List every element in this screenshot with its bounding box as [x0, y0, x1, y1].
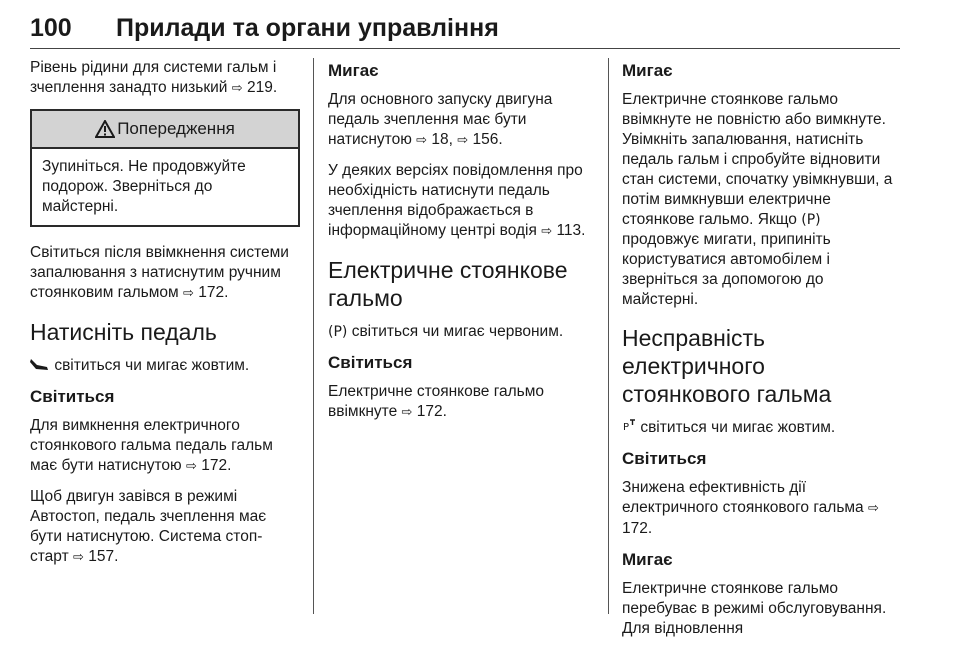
column-2 — [328, 58, 598, 433]
page-ref: 113. — [556, 222, 586, 239]
svg-text:P: P — [623, 422, 630, 433]
subsection-heading: Мигає — [328, 61, 379, 80]
page-ref-icon: ⇨ — [868, 501, 879, 516]
subsection-heading: Мигає — [622, 61, 673, 80]
page-ref-icon: ⇨ — [457, 133, 469, 148]
paragraph: (P) світиться чи мигає червоним. — [328, 323, 564, 340]
column-divider — [313, 58, 314, 614]
page-ref: 157. — [88, 548, 119, 565]
subsection-heading: Світиться — [328, 353, 413, 372]
page-ref: 172. — [201, 457, 232, 474]
page-ref: 172. — [198, 284, 229, 301]
paragraph: У деяких версіях повідомлення про необхідність натиснути педаль зчеплення відображається в інформаційному центрі водія ⇨ 113. — [328, 162, 586, 239]
page-ref-icon: ⇨ — [185, 459, 197, 474]
column-1 — [30, 58, 300, 578]
page-ref-icon: ⇨ — [73, 550, 84, 565]
section-heading: Електричне стоянкове гальмо — [328, 257, 568, 311]
paragraph: Рівень рідини для системи гальм і зчеплення занадто низький ⇨ 219. — [30, 59, 278, 96]
column-3 — [622, 58, 894, 649]
page-ref: 172. — [622, 520, 653, 537]
parking-brake-icon: (P) — [801, 212, 821, 228]
page-ref: 18, — [431, 131, 453, 148]
page-number: 100 — [30, 14, 72, 42]
parking-brake-icon: (P) — [328, 324, 348, 340]
warning-body: Зупиніться. Не продовжуйте подорож. Зверніться до майстерні. — [42, 158, 246, 215]
page-ref-icon: ⇨ — [416, 133, 428, 148]
page-title: Прилади та органи управління — [116, 14, 499, 42]
page-ref-icon: ⇨ — [541, 224, 553, 239]
page-ref-icon: ⇨ — [231, 81, 243, 96]
subsection-heading: Світиться — [622, 449, 707, 468]
page-ref-icon: ⇨ — [182, 286, 194, 301]
paragraph: Знижена ефективність дії електричного стоянкового гальма ⇨ 172. — [622, 479, 879, 537]
paragraph: світиться чи мигає жовтим. — [30, 356, 300, 376]
warning-header — [32, 111, 298, 149]
paragraph: P світиться чи мигає жовтим. — [623, 419, 836, 436]
header-divider — [30, 48, 900, 49]
subsection-heading: Мигає — [622, 550, 673, 569]
paragraph: Електричне стоянкове гальмо перебуває в режимі обслуговування. Для відновлення — [622, 580, 887, 637]
subsection-heading: Світиться — [30, 387, 115, 406]
paragraph: Електричне стоянкове гальмо ввімкнуте ⇨ 172. — [328, 383, 545, 420]
section-heading: Натисніть педаль — [30, 319, 217, 345]
paragraph: Електричне стоянкове гальмо ввімкнуте не повністю або вимкнуте. Увімкніть запалювання, натисніть педаль гальм і спробуйте відновити стан системи, спочатку увімкнувши, а потім вимкнувши електричне стоянкове гальмо. Якщо (P) продовжує мигати, припиніть користуватися автомобілем і зверніться за допомогою до майстерні. — [622, 91, 893, 308]
paragraph: Для основного запуску двигуна педаль зчеплення має бути натиснутою ⇨ 18, ⇨ 156. — [328, 91, 553, 148]
warning-box — [30, 109, 300, 227]
wrench-p-icon — [622, 419, 636, 433]
warning-title: Попередження — [117, 119, 235, 138]
paragraph: Щоб двигун завівся в режимі Автостоп, педаль зчеплення має бути натиснутою. Система стоп-старт ⇨ 157. — [30, 488, 267, 565]
section-heading: Несправність електричного стоянкового гальма — [622, 325, 832, 407]
page-ref-icon: ⇨ — [401, 405, 413, 420]
page-ref: 156. — [472, 131, 503, 148]
page-ref: 172. — [416, 403, 447, 420]
foot-pedal-icon — [30, 357, 50, 371]
column-divider — [608, 58, 609, 614]
page-ref: 219. — [247, 79, 278, 96]
paragraph: Для вимкнення електричного стоянкового гальма педаль гальм має бути натиснутою ⇨ 172. — [30, 417, 273, 474]
paragraph: Світиться після ввімкнення системи запалювання з натиснутим ручним стоянковим гальмом ⇨ 172. — [30, 244, 289, 301]
warning-triangle-icon — [95, 120, 115, 138]
